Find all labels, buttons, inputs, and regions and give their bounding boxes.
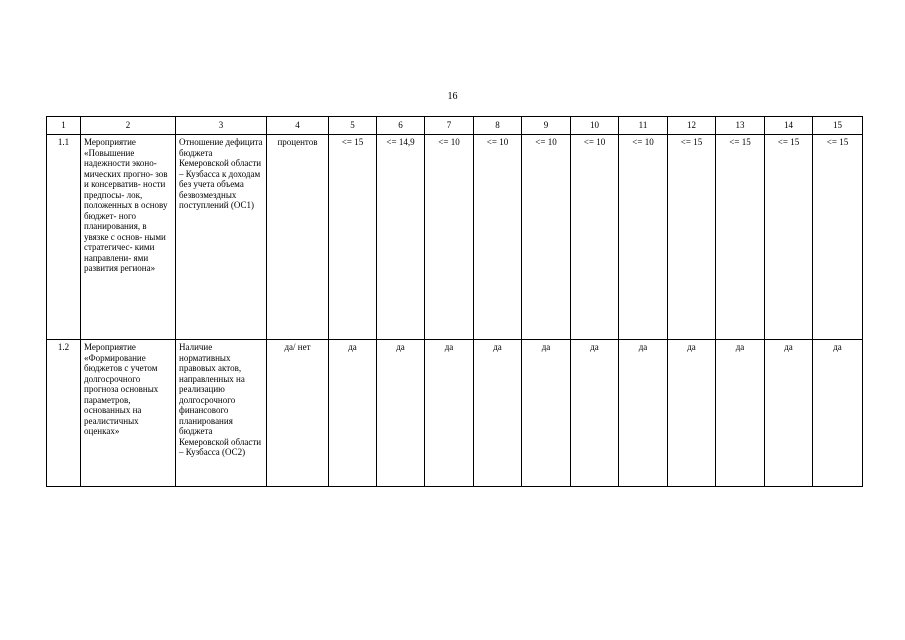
page-number: 16 [447,91,458,102]
value-cell: <= 10 [571,135,619,340]
column-header: 5 [329,117,377,135]
column-header: 10 [571,117,619,135]
value-cell: <= 15 [329,135,377,340]
event-cell: Мероприятие «Повышение надежности эконо- мических прогно- зов и консерватив- ности предпосы- лок, положенных в основу бюджет- ного планирования, в увязке с основ- ными стратегичес- кими направлени- ями развития региона» [81,135,176,340]
column-header: 11 [619,117,668,135]
value-cell: <= 10 [522,135,571,340]
value-cell: да [619,340,668,487]
value-cell: <= 10 [619,135,668,340]
table-row [47,135,863,340]
column-header: 7 [425,117,474,135]
value-cell: да [668,340,716,487]
table-row [47,340,863,487]
value-cell: да [571,340,619,487]
value-cell: да [425,340,474,487]
column-header: 3 [176,117,267,135]
indicators-table [46,116,863,487]
column-header: 2 [81,117,176,135]
event-cell: Мероприятие «Формирование бюджетов с учетом долгосрочного прогноза основных параметров, основанных на реалистичных оценках» [81,340,176,487]
column-header: 14 [765,117,813,135]
value-cell: да [765,340,813,487]
column-header: 9 [522,117,571,135]
column-header: 4 [267,117,329,135]
column-header: 15 [813,117,863,135]
value-cell: да [377,340,425,487]
indicator-cell: Отношение дефицита бюджета Кемеровской области – Кузбасса к доходам без учета объема безвозмездных поступлений (ОС1) [176,135,267,340]
value-cell: да [813,340,863,487]
value-cell: <= 10 [474,135,522,340]
value-cell: <= 15 [813,135,863,340]
value-cell: <= 15 [668,135,716,340]
value-cell: <= 10 [425,135,474,340]
value-cell: <= 15 [765,135,813,340]
table-header-row [47,117,863,135]
column-header: 6 [377,117,425,135]
column-header: 13 [716,117,765,135]
column-header: 12 [668,117,716,135]
column-header: 1 [47,117,81,135]
row-number: 1.1 [47,135,81,340]
value-cell: да [716,340,765,487]
unit-cell: процентов [267,135,329,340]
value-cell: да [522,340,571,487]
row-number: 1.2 [47,340,81,487]
value-cell: <= 15 [716,135,765,340]
unit-cell: да/ нет [267,340,329,487]
column-header: 8 [474,117,522,135]
indicator-cell: Наличие нормативных правовых актов, направленных на реализацию долгосрочного финансового планирования бюджета Кемеровской области – Кузбасса (ОС2) [176,340,267,487]
value-cell: да [474,340,522,487]
value-cell: <= 14,9 [377,135,425,340]
value-cell: да [329,340,377,487]
